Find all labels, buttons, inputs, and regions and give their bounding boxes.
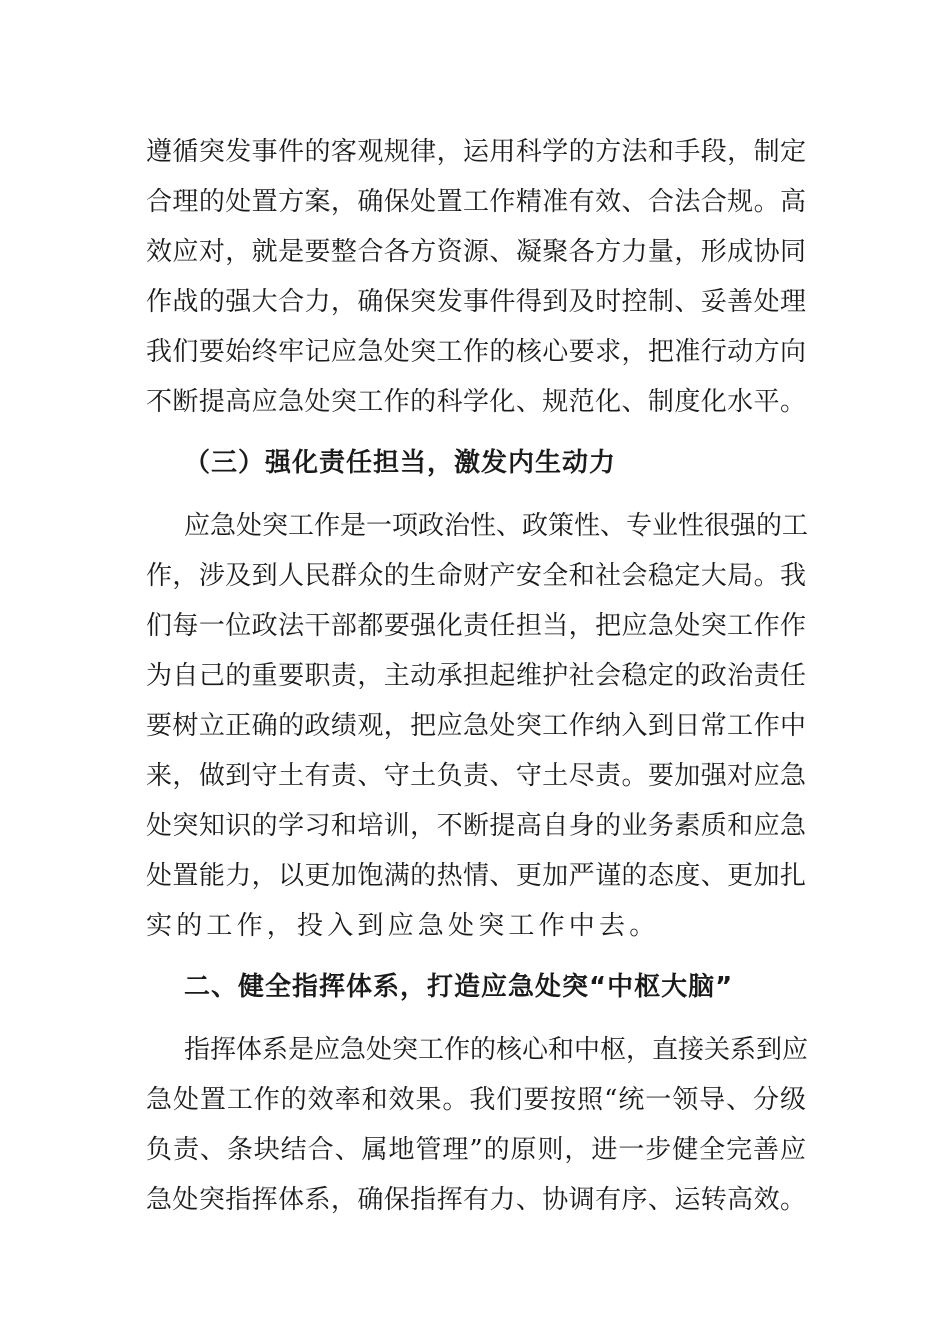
paragraph-line: 应急处突工作是一项政治性、政策性、专业性很强的工 (184, 511, 809, 541)
paragraph-line: 负责、条块结合、属地管理”的原则，进一步健全完善应 (146, 1135, 806, 1165)
paragraph-line: 为自己的重要职责，主动承担起维护社会稳定的政治责任 (146, 661, 806, 691)
paragraph-line: 作，涉及到人民群众的生命财产安全和社会稳定大局。我 (146, 561, 806, 591)
paragraph-line: 合理的处置方案，确保处置工作精准有效、合法合规。高 (146, 187, 806, 217)
paragraph-line: 急处突指挥体系，确保指挥有力、协调有序、运转高效。 (146, 1185, 806, 1215)
paragraph-line: 处突知识的学习和培训，不断提高自身的业务素质和应急 (146, 811, 806, 841)
paragraph-line: 我们要始终牢记应急处突工作的核心要求，把准行动方向 (146, 337, 806, 367)
paragraph-line: 们每一位政法干部都要强化责任担当，把应急处突工作作 (146, 611, 806, 641)
section-heading-3: （三）强化责任担当，激发内生动力 (184, 448, 617, 478)
section-heading-2: 二、健全指挥体系，打造应急处突“中枢大脑” (184, 972, 734, 1002)
paragraph-line: 作战的强大合力，确保突发事件得到及时控制、妥善处理 (146, 287, 806, 317)
paragraph-line: 不断提高应急处突工作的科学化、规范化、制度化水平。 (146, 387, 806, 417)
paragraph-line: 急处置工作的效率和效果。我们要按照“统一领导、分级 (146, 1085, 806, 1115)
paragraph-line: 要树立正确的政绩观，把应急处突工作纳入到日常工作中 (146, 711, 806, 741)
paragraph-line: 实的工作，投入到应急处突工作中去。 (146, 911, 660, 941)
paragraph-line: 遵循突发事件的客观规律，运用科学的方法和手段，制定 (146, 137, 806, 167)
paragraph-line: 指挥体系是应急处突工作的核心和中枢，直接关系到应 (184, 1035, 809, 1065)
paragraph-line: 来，做到守土有责、守土负责、守土尽责。要加强对应急 (146, 761, 806, 791)
paragraph-line: 处置能力，以更加饱满的热情、更加严谨的态度、更加扎 (146, 861, 806, 891)
paragraph-line: 效应对，就是要整合各方资源、凝聚各方力量，形成协同 (146, 237, 806, 267)
